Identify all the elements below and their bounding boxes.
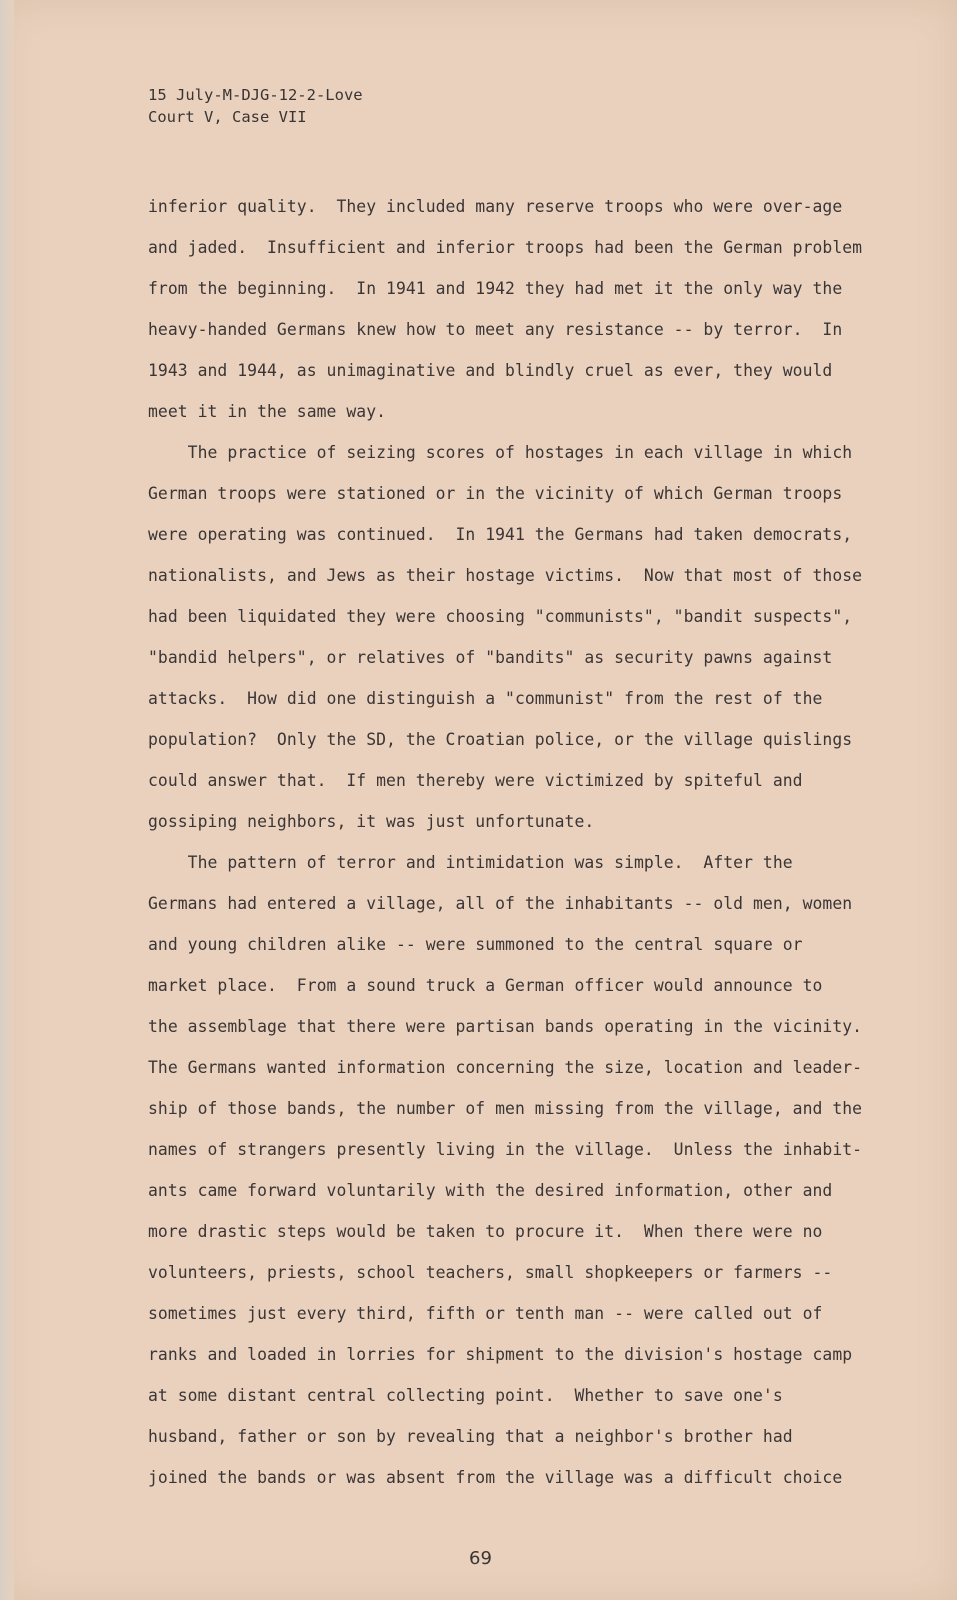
text-line: could answer that. If men thereby were victimized by spiteful and — [148, 771, 803, 790]
text-line: Germans had entered a village, all of the inhabitants -- old men, women — [148, 894, 853, 913]
header-court: Court V, Case VII — [148, 108, 307, 126]
page-edge — [0, 0, 14, 1600]
page-number: 69 — [469, 1548, 492, 1569]
text-line: market place. From a sound truck a German officer would announce to — [148, 976, 823, 995]
text-line: husband, father or son by revealing that a neighbor's brother had — [148, 1427, 793, 1446]
text-line: names of strangers presently living in the village. Unless the inhabit- — [148, 1140, 863, 1159]
text-line: joined the bands or was absent from the village was a difficult choice — [148, 1468, 843, 1487]
header-reference: 15 July-M-DJG-12-2-Love — [148, 86, 363, 104]
text-line: the assemblage that there were partisan bands operating in the vicinity. — [148, 1017, 863, 1036]
text-line: gossiping neighbors, it was just unfortunate. — [148, 812, 595, 831]
text-line: heavy-handed Germans knew how to meet any resistance -- by terror. In — [148, 320, 843, 339]
text-line: population? Only the SD, the Croatian police, or the village quislings — [148, 730, 853, 749]
text-line: ranks and loaded in lorries for shipment to the division's hostage camp — [148, 1345, 853, 1364]
text-line: more drastic steps would be taken to procure it. When there were no — [148, 1222, 823, 1241]
text-line: ship of those bands, the number of men missing from the village, and the — [148, 1099, 863, 1118]
text-line: The practice of seizing scores of hostages in each village in which — [148, 443, 853, 462]
text-line: sometimes just every third, fifth or tenth man -- were called out of — [148, 1304, 823, 1323]
text-line: from the beginning. In 1941 and 1942 they had met it the only way the — [148, 279, 843, 298]
text-line: volunteers, priests, school teachers, small shopkeepers or farmers -- — [148, 1263, 833, 1282]
text-line: ants came forward voluntarily with the desired information, other and — [148, 1181, 833, 1200]
text-line: were operating was continued. In 1941 the Germans had taken democrats, — [148, 525, 853, 544]
text-line: and jaded. Insufficient and inferior troops had been the German problem — [148, 238, 863, 257]
text-line: attacks. How did one distinguish a "communist" from the rest of the — [148, 689, 823, 708]
text-line: had been liquidated they were choosing "communists", "bandit suspects", — [148, 607, 853, 626]
text-line: inferior quality. They included many reserve troops who were over-age — [148, 197, 843, 216]
text-line: and young children alike -- were summoned to the central square or — [148, 935, 803, 954]
text-line: "bandid helpers", or relatives of "bandits" as security pawns against — [148, 648, 833, 667]
text-line: 1943 and 1944, as unimaginative and blindly cruel as ever, they would — [148, 361, 833, 380]
text-line: meet it in the same way. — [148, 402, 387, 421]
text-line: The Germans wanted information concerning the size, location and leader- — [148, 1058, 863, 1077]
text-line: The pattern of terror and intimidation was simple. After the — [148, 853, 793, 872]
document-header — [148, 84, 363, 128]
text-line: German troops were stationed or in the vicinity of which German troops — [148, 484, 843, 503]
text-line: nationalists, and Jews as their hostage victims. Now that most of those — [148, 566, 863, 585]
text-line: at some distant central collecting point. Whether to save one's — [148, 1386, 783, 1405]
